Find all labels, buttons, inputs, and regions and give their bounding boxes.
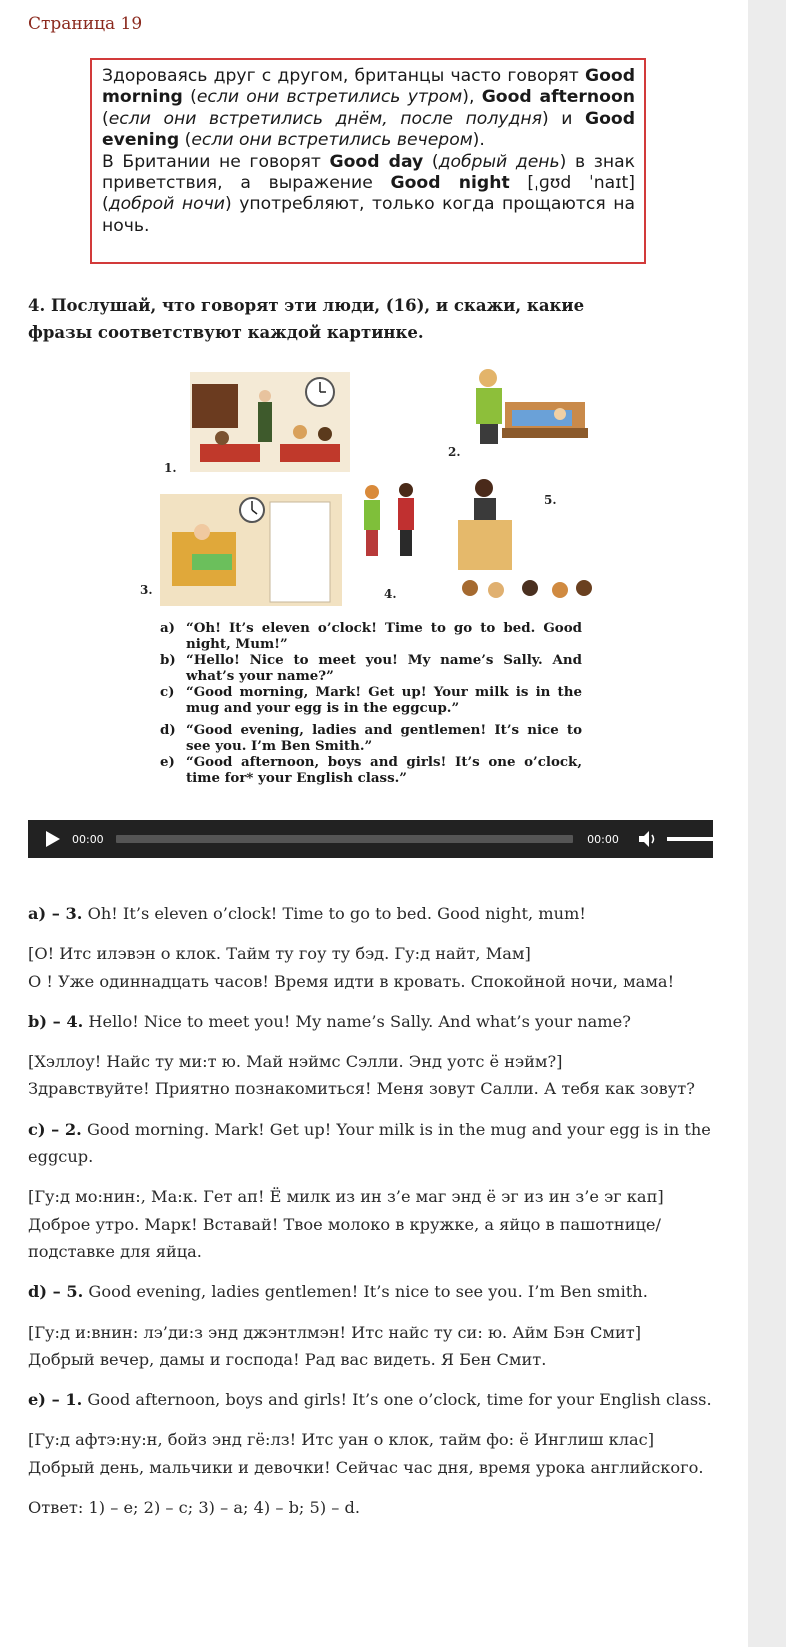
answer-translation: Здравствуйте! Приятно познакомиться! Меня зовут Салли. А тебя как зовут?: [28, 1079, 695, 1099]
rule-explanation: если они встретились днём, после полудня: [108, 108, 542, 129]
rule-text: ).: [472, 130, 485, 151]
answer-key: e) – 1.: [28, 1390, 83, 1410]
answer-translation-block: [28, 1426, 718, 1481]
answer-item: [28, 1386, 718, 1413]
answers-section: [28, 900, 718, 1521]
answer-translation: Добрый вечер, дамы и господа! Рад вас видеть. Я Бен Смит.: [28, 1349, 547, 1369]
phrase-letter: b): [160, 652, 176, 668]
phrase-item: [160, 722, 582, 754]
rule-explanation: доброй ночи: [108, 194, 225, 215]
phrase-good-night: Good night: [390, 173, 510, 194]
rule-text: (: [182, 87, 197, 108]
play-icon[interactable]: [46, 831, 60, 847]
answer-translation-block: [28, 1319, 718, 1374]
answer-key: b) – 4.: [28, 1011, 84, 1031]
rule-text: [ˌɡʊd ˈnaɪt] (: [102, 173, 635, 215]
textbook-illustration: [140, 362, 610, 610]
rule-text: ) употребляют, только когда прощаются на ночь.: [102, 194, 636, 236]
phrase-item: [160, 652, 582, 684]
answer-translation: О ! Уже одиннадцать часов! Время идти в кровать. Спокойной ночи, мама!: [28, 971, 675, 991]
answer-english: Good morning. Mark! Get up! Your milk is in the mug and your egg is in the eggcup.: [28, 1119, 711, 1167]
phrase-letter: d): [160, 722, 176, 738]
volume-slider[interactable]: [667, 837, 713, 841]
answer-item: [28, 1116, 718, 1171]
picture-2-bedroom: [476, 369, 588, 444]
answer-item: [28, 1278, 718, 1305]
rule-text: (: [179, 130, 192, 151]
phrases-list: [160, 620, 582, 786]
picture-1-classroom: [190, 372, 350, 472]
answer-transcription: [О! Итс илэвэн о клок. Тайм ту гоу ту бэд. Гу:д найт, Мам]: [28, 944, 531, 964]
phrase-item: [160, 684, 582, 716]
phrase-text: “Good evening, ladies and gentlemen! It’s nice to see you. I’m Ben Smith.”: [186, 722, 582, 754]
picture-label-2: 2.: [448, 445, 461, 459]
phrase-good-afternoon: Good afternoon: [481, 87, 635, 108]
answer-translation-block: [28, 1048, 718, 1103]
phrase-text: “Good afternoon, boys and girls! It’s one o’clock, time for* your English class.”: [186, 754, 582, 786]
volume-fill: [667, 837, 713, 841]
phrase-text: “Oh! It’s eleven o’clock! Time to go to bed. Good night, Mum!”: [186, 620, 582, 652]
answer-key: d) – 5.: [28, 1282, 84, 1302]
rule-box: [90, 58, 646, 264]
picture-4-two-girls: [364, 483, 414, 556]
rule-text: (: [102, 108, 109, 129]
rule-text: ),: [462, 87, 482, 108]
phrase-text: “Good morning, Mark! Get up! Your milk is in the mug and your egg is in the eggcup.”: [186, 684, 582, 716]
volume-icon[interactable]: [639, 830, 657, 848]
answer-transcription: [Гу:д мо:нин:, Ма:к. Гет ап! Ё милк из ин з’е маг энд ё эг из ин з’е эг кап]: [28, 1187, 664, 1207]
rule-text: Здороваясь друг с другом, британцы часто говорят: [102, 66, 585, 86]
answer-key: c) – 2.: [28, 1119, 82, 1139]
page-title: Страница 19: [28, 14, 143, 34]
phrase-good-day: Good day: [329, 151, 424, 172]
phrase-letter: e): [160, 754, 175, 770]
answer-translation-block: [28, 940, 718, 995]
rule-paragraph-1: [102, 66, 635, 152]
answer-translation: Добрый день, мальчики и девочки! Сейчас час дня, время урока английского.: [28, 1457, 704, 1477]
picture-label-1: 1.: [164, 461, 177, 475]
phrase-item: [160, 620, 582, 652]
page-side-edge: [748, 0, 786, 1647]
answer-key: a) – 3.: [28, 904, 83, 923]
rule-explanation: если они встретились вечером: [191, 130, 473, 151]
answer-english: Good evening, ladies gentlemen! It’s nice to see you. I’m Ben smith.: [88, 1282, 648, 1302]
current-time: 00:00: [71, 832, 104, 846]
phrase-text: “Hello! Nice to meet you! My name’s Sally. And what’s your name?”: [186, 652, 582, 684]
picture-label-5: 5.: [544, 493, 557, 507]
answer-english: Oh! It’s eleven o’clock! Time to go to bed. Good night, mum!: [87, 904, 586, 923]
audio-progress-track[interactable]: [116, 835, 573, 843]
picture-label-4: 4.: [384, 587, 397, 601]
picture-3-evening-room: [160, 494, 342, 606]
phrase-item: [160, 754, 582, 786]
rule-explanation: если они встретились утром: [196, 87, 463, 108]
picture-label-3: 3.: [140, 583, 153, 597]
answer-transcription: [Гу:д и:внин: лэ’ди:з энд джэнтлмэн! Итс найс ту си: ю. Айм Бэн Смит]: [28, 1322, 642, 1342]
answer-item: [28, 1008, 718, 1035]
task-heading: 4. Послушай, что говорят эти люди, (16), и скажи, какие фразы соответствуют каждой картинке.: [28, 296, 585, 342]
phrase-letter: a): [160, 620, 176, 636]
answer-translation-block: [28, 1183, 718, 1265]
phrase-good-evening: Good evening: [102, 108, 635, 151]
audio-player: [28, 820, 713, 858]
answer-translation: Доброе утро. Марк! Вставай! Твое молоко в кружке, а яйцо в пашотнице/подставке для яйца.: [28, 1214, 661, 1261]
answer-transcription: [Хэллоу! Найс ту ми:т ю. Май нэймс Сэлли. Энд уотс ё нэйм?]: [28, 1052, 563, 1072]
rule-text: ) и: [541, 108, 585, 129]
answer-item: [28, 900, 718, 927]
duration: 00:00: [587, 832, 619, 846]
picture-5-podium: [458, 479, 592, 598]
rule-text: В Британии не говорят: [102, 151, 330, 172]
answer-english: Good afternoon, boys and girls! It’s one o’clock, time for your English class.: [87, 1390, 712, 1410]
final-answer: Ответ: 1) – e; 2) – c; 3) – a; 4) – b; 5) – d.: [28, 1498, 361, 1518]
phrase-good-morning: Good morning: [102, 66, 635, 108]
phrase-letter: c): [160, 684, 175, 700]
answer-english: Hello! Nice to meet you! My name’s Sally. And what’s your name?: [88, 1011, 631, 1031]
answer-transcription: [Гу:д афтэ:ну:н, бойз энд гё:лз! Итс уан о клок, тайм фо: ё Инглиш клас]: [28, 1430, 655, 1450]
rule-paragraph-2: [102, 152, 635, 238]
rule-text: ) в знак приветствия, а выражение: [102, 151, 636, 194]
rule-explanation: добрый день: [438, 151, 560, 172]
rule-text: (: [423, 151, 439, 172]
